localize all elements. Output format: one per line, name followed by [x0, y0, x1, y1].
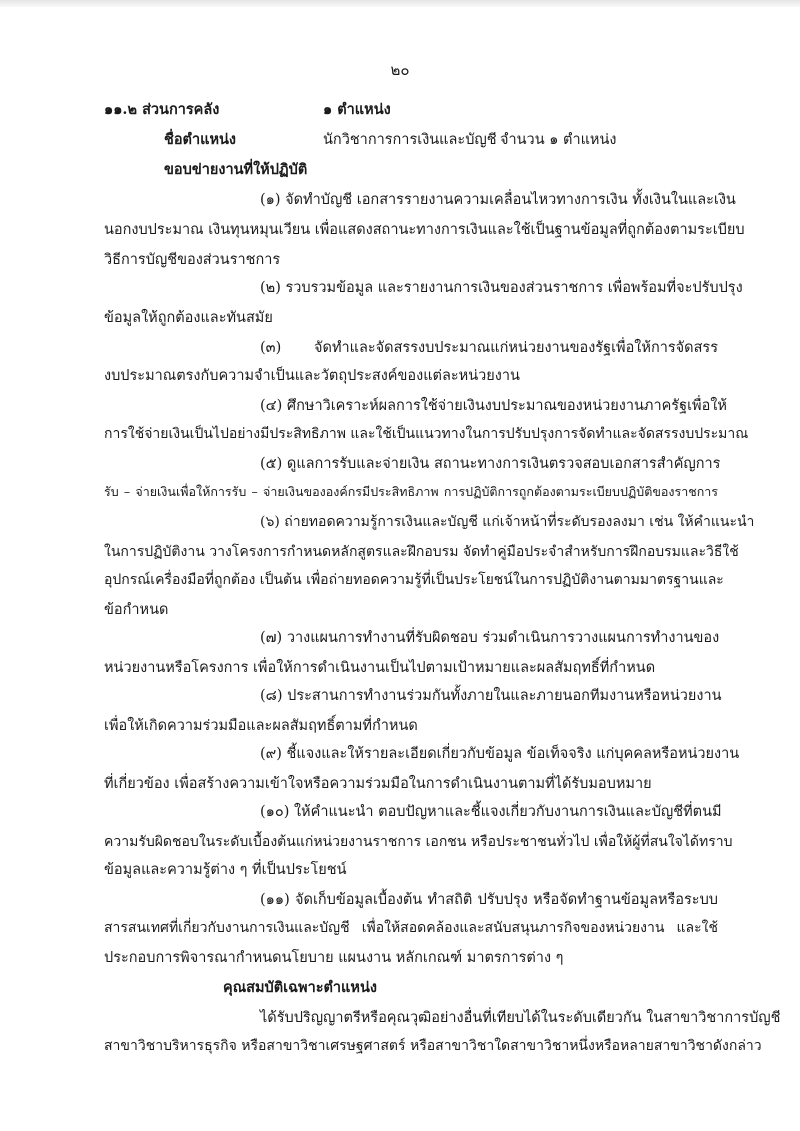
qualifications-heading: คุณสมบัติเฉพาะตำแหน่ง: [223, 979, 377, 996]
duty-6-line-4: ข้อกำหนด: [104, 602, 169, 618]
position-value: นักวิชาการการเงินและบัญชี: [323, 132, 497, 148]
duty-7-line-2: หน่วยงานหรือโครงการ เพื่อให้การดำเนินงานเป็นไปตามเป้าหมายและผลสัมฤทธิ์ที่กำหนด: [104, 660, 656, 676]
duty-10-line-1: (๑๐) ให้คำแนะนำ ตอบปัญหาและชี้แจงเกี่ยวกับงานการเงินและบัญชีที่ตนมี: [260, 804, 722, 820]
section-heading: ๑๑.๒ ส่วนการคลัง: [104, 101, 220, 118]
duty-6-line-1: (๖) ถ่ายทอดความรู้การเงินและบัญชี แก่เจ้าหน้าที่ระดับรองลงมา เช่น ให้คำแนะนำ: [260, 514, 755, 530]
duty-1-line-1: (๑) จัดทำบัญชี เอกสารรายงานความเคลื่อนไหวทางการเงิน ทั้งเงินในและเงิน: [260, 192, 736, 208]
duty-1-line-3: วิธีการบัญชีของส่วนราชการ: [104, 252, 281, 268]
duty-11-line-1: (๑๑) จัดเก็บข้อมูลเบื้องต้น ทำสถิติ ปรับปรุง หรือจัดทำฐานข้อมูลหรือระบบ: [260, 892, 718, 908]
page-number: ๒๐: [390, 61, 410, 79]
duty-4-line-2: การใช้จ่ายเงินเป็นไปอย่างมีประสิทธิภาพ และใช้เป็นแนวทางในการปรับปรุงการจัดทำและจัดสรรงบประมาณ: [104, 426, 749, 442]
position-label: ชื่อตำแหน่ง: [164, 131, 237, 148]
duty-10-line-3: ข้อมูลและความรู้ต่าง ๆ ที่เป็นประโยชน์: [104, 862, 347, 878]
qualification-line-1: ได้รับปริญญาตรีหรือคุณวุฒิอย่างอื่นที่เทียบได้ในระดับเดียวกัน ในสาขาวิชาการบัญชี: [260, 1010, 781, 1026]
duty-10-line-2: ความรับผิดชอบในระดับเบื้องต้นแก่หน่วยงานราชการ เอกชน หรือประชาชนทั่วไป เพื่อให้ผู้ที่สนใจได้ทราบ: [104, 834, 733, 850]
duty-5-line-2: รับ – จ่ายเงินเพื่อให้การรับ – จ่ายเงินขององค์กรมีประสิทธิภาพ การปฏิบัติการถูกต้องตามระเบียบปฏิบัติของราชการ: [104, 484, 718, 499]
duty-9-line-2: ที่เกี่ยวข้อง เพื่อสร้างความเข้าใจหรือความร่วมมือในการดำเนินงานตามที่ได้รับมอบหมาย: [104, 776, 652, 792]
duty-3-line-2: งบประมาณตรงกับความจำเป็นและวัตถุประสงค์ของแต่ละหน่วยงาน: [104, 368, 520, 384]
duty-5-line-1: (๕) ดูแลการรับและจ่ายเงิน สถานะทางการเงินตรวจสอบเอกสารสำคัญการ: [260, 456, 721, 472]
position-quantity: จำนวน ๑ ตำแหน่ง: [500, 132, 617, 148]
duty-2-line-1: (๒) รวบรวมข้อมูล และรายงานการเงินของส่วนราชการ เพื่อพร้อมที่จะปรับปรุง: [260, 280, 743, 296]
duty-11-line-2: สารสนเทศที่เกี่ยวกับงานการเงินและบัญชี เพื่อให้สอดคล้องและสนับสนุนภารกิจของหน่วยงาน และใช้: [104, 920, 718, 936]
duty-9-line-1: (๙) ชี้แจงและให้รายละเอียดเกี่ยวกับข้อมูล ข้อเท็จจริง แก่บุคคลหรือหน่วยงาน: [260, 746, 740, 762]
position-count-heading: ๑ ตำแหน่ง: [323, 101, 391, 118]
duty-6-line-3: อุปกรณ์เครื่องมือที่ถูกต้อง เป็นต้น เพื่อถ่ายทอดความรู้ที่เป็นประโยชน์ในการปฏิบัติงานตามมาตรฐานและ: [104, 572, 724, 588]
duty-8-line-1: (๘) ประสานการทำงานร่วมกันทั้งภายในและภายนอกทีมงานหรือหน่วยงาน: [260, 688, 722, 704]
duty-1-line-2: นอกงบประมาณ เงินทุนหมุนเวียน เพื่อแสดงสถานะทางการเงินและใช้เป็นฐานข้อมูลที่ถูกต้องตามระเบียบ: [104, 222, 745, 238]
duty-6-line-2: ในการปฏิบัติงาน วางโครงการกำหนดหลักสูตรและฝึกอบรม จัดทำคู่มือประจำสำหรับการฝึกอบรมและวิธีใช้: [104, 544, 739, 560]
scan-edge: [0, 0, 800, 7]
duties-heading: ขอบข่ายงานที่ให้ปฏิบัติ: [164, 161, 308, 178]
duty-8-line-2: เพื่อให้เกิดความร่วมมือและผลสัมฤทธิ์ตามที่กำหนด: [104, 718, 418, 734]
duty-11-line-3: ประกอบการพิจารณากำหนดนโยบาย แผนงาน หลักเกณฑ์ มาตรการต่าง ๆ: [104, 950, 564, 966]
duty-2-line-2: ข้อมูลให้ถูกต้องและทันสมัย: [104, 310, 273, 326]
qualification-line-2: สาขาวิชาบริหารธุรกิจ หรือสาขาวิชาเศรษฐศาสตร์ หรือสาขาวิชาใดสาขาวิชาหนึ่งหรือหลายสาขาวิชาดังกล่าว: [104, 1038, 762, 1054]
duty-4-line-1: (๔) ศึกษาวิเคราะห์ผลการใช้จ่ายเงินงบประมาณของหน่วยงานภาครัฐเพื่อให้: [260, 398, 727, 414]
duty-3-line-1: (๓) จัดทำและจัดสรรงบประมาณแก่หน่วยงานของรัฐเพื่อให้การจัดสรร: [260, 340, 718, 356]
duty-7-line-1: (๗) วางแผนการทำงานที่รับผิดชอบ ร่วมดำเนินการวางแผนการทำงานของ: [260, 630, 720, 646]
